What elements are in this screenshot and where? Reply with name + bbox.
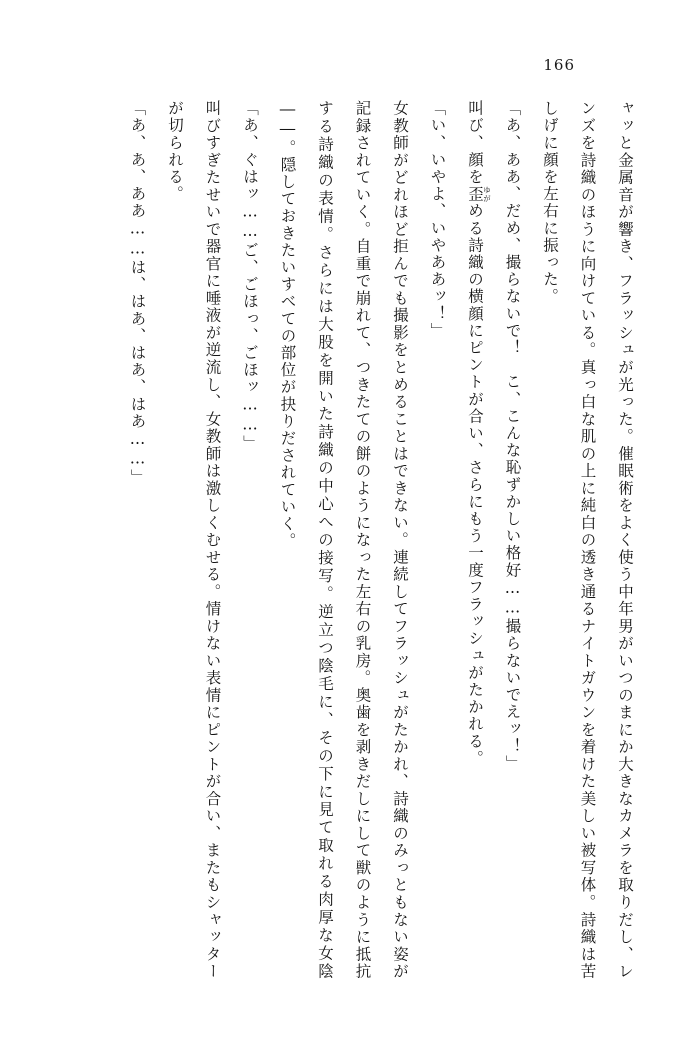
paragraph: 「あ、ぐはッ……ご、ごほっ、ごほッ……」 bbox=[241, 100, 259, 452]
page-number: 166 bbox=[543, 56, 575, 74]
paragraph: 叫び、顔を歪ゆがめる詩織の横顔にピントが合い、さらにもう一度フラッシュがたかれる。 bbox=[466, 100, 492, 767]
paragraph: ャッと金属音が響き、フラッシュが光った。催眠術をよく使う中年男がいつのまにか大きなカメラを取りだし、レンズを詩織のほうに向けている。真っ白な肌の上に純白の透き通るナイトガウンを着けた美しい被写体。詩織は苦しげに顔を左右に振った。 bbox=[541, 100, 634, 980]
vertical-text-body bbox=[43, 100, 643, 980]
paragraph: 女教師がどれほど拒んでも撮影をとめることはできない。連続してフラッシュがたかれ、詩織のみっともない姿が記録されていく。自重で崩れて、つきたての餅のようになった左右の乳房。奥歯を剥きだしにして獣のように抵抗する詩織の表情。さらには大股を開いた詩織の中心への接写。逆立つ陰毛に、その下に見て取れる肉厚な女陰――。隠しておきたいすべての部位が抉りだされていく。 bbox=[278, 100, 409, 980]
paragraph: 「あ、ああ、だめ、撮らないで！ こ、こんな恥ずかしい格好……撮らないでえッ！」 bbox=[503, 100, 522, 772]
paragraph: 叫びすぎたせいで器官に唾液が逆流し、女教師は激しくむせる。情けない表情にピントが合い、またもシャッターが切られる。 bbox=[166, 100, 222, 980]
paragraph: 「あ、あ、ああ……は、はあ、はあ、はあ……」 bbox=[128, 100, 147, 487]
paragraph: 「い、いやよ、いやああッ！」 bbox=[428, 100, 447, 340]
